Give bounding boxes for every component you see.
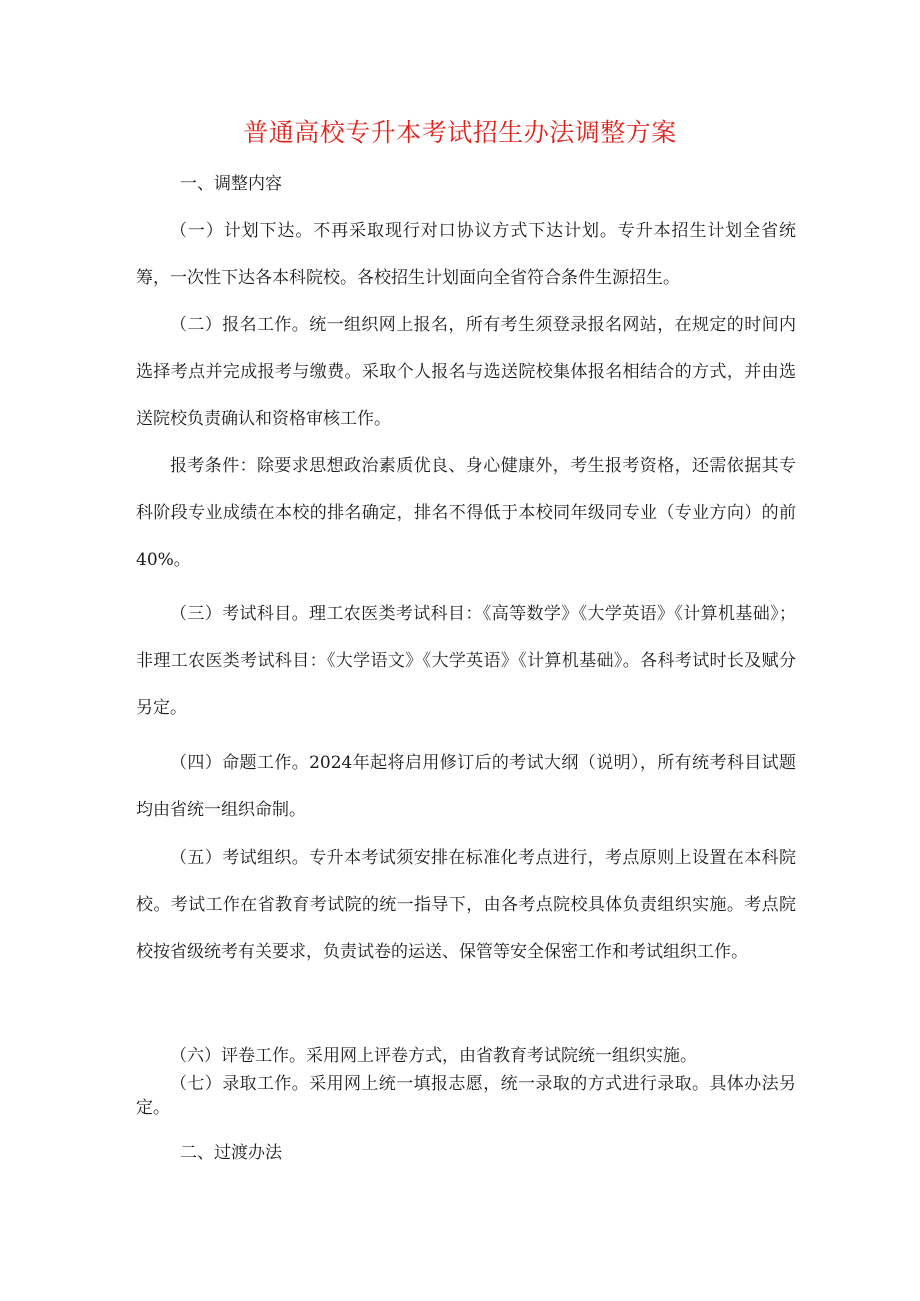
document-title: 普通高校专升本考试招生办法调整方案 (243, 118, 677, 147)
paragraph-admission: （七）录取工作。采用网上统一填报志愿，统一录取的方式进行录取。具体办法另定。 (136, 1074, 796, 1118)
paragraph-grading: （六）评卷工作。采用网上评卷方式，由省教育考试院统一组织实施。 (170, 1046, 697, 1066)
paragraph-eligibility: 报考条件：除要求思想政治素质优良、身心健康外，考生报考资格，还需依据其专科阶段专业成绩在本校的排名确定，排名不得低于本校同年级同专业（专业方向）的前40%。 (136, 456, 796, 570)
paragraph-exam-subjects: （三）考试科目。理工农医类考试科目：《高等数学》《大学英语》《计算机基础》；非理工农医类考试科目：《大学语文》《大学英语》《计算机基础》。各科考试时长及赋分另定。 (136, 604, 796, 718)
section-heading-transition: 二、过渡办法 (180, 1143, 282, 1163)
paragraph-exam-organization: （五）考试组织。专升本考试须安排在标准化考点进行，考点原则上设置在本科院校。考试工作在省教育考试院的统一指导下，由各考点院校具体负责组织实施。考点院校按省级统考有关要求，负责试卷的运送、保管等安全保密工作和考试组织工作。 (136, 848, 796, 962)
section-heading-adjustments: 一、调整内容 (180, 174, 282, 194)
paragraph-registration: （二）报名工作。统一组织网上报名，所有考生须登录报名网站，在规定的时间内选择考点并完成报考与缴费。采取个人报名与选送院校集体报名相结合的方式，并由选送院校负责确认和资格审核工作。 (136, 315, 796, 429)
paragraph-plan-issuance: （一）计划下达。不再采取现行对口协议方式下达计划。专升本招生计划全省统筹，一次性下达各本科院校。各校招生计划面向全省符合条件生源招生。 (136, 221, 796, 288)
paragraph-question-setting: （四）命题工作。2024年起将启用修订后的考试大纲（说明），所有统考科目试题均由省统一组织命制。 (136, 753, 796, 820)
